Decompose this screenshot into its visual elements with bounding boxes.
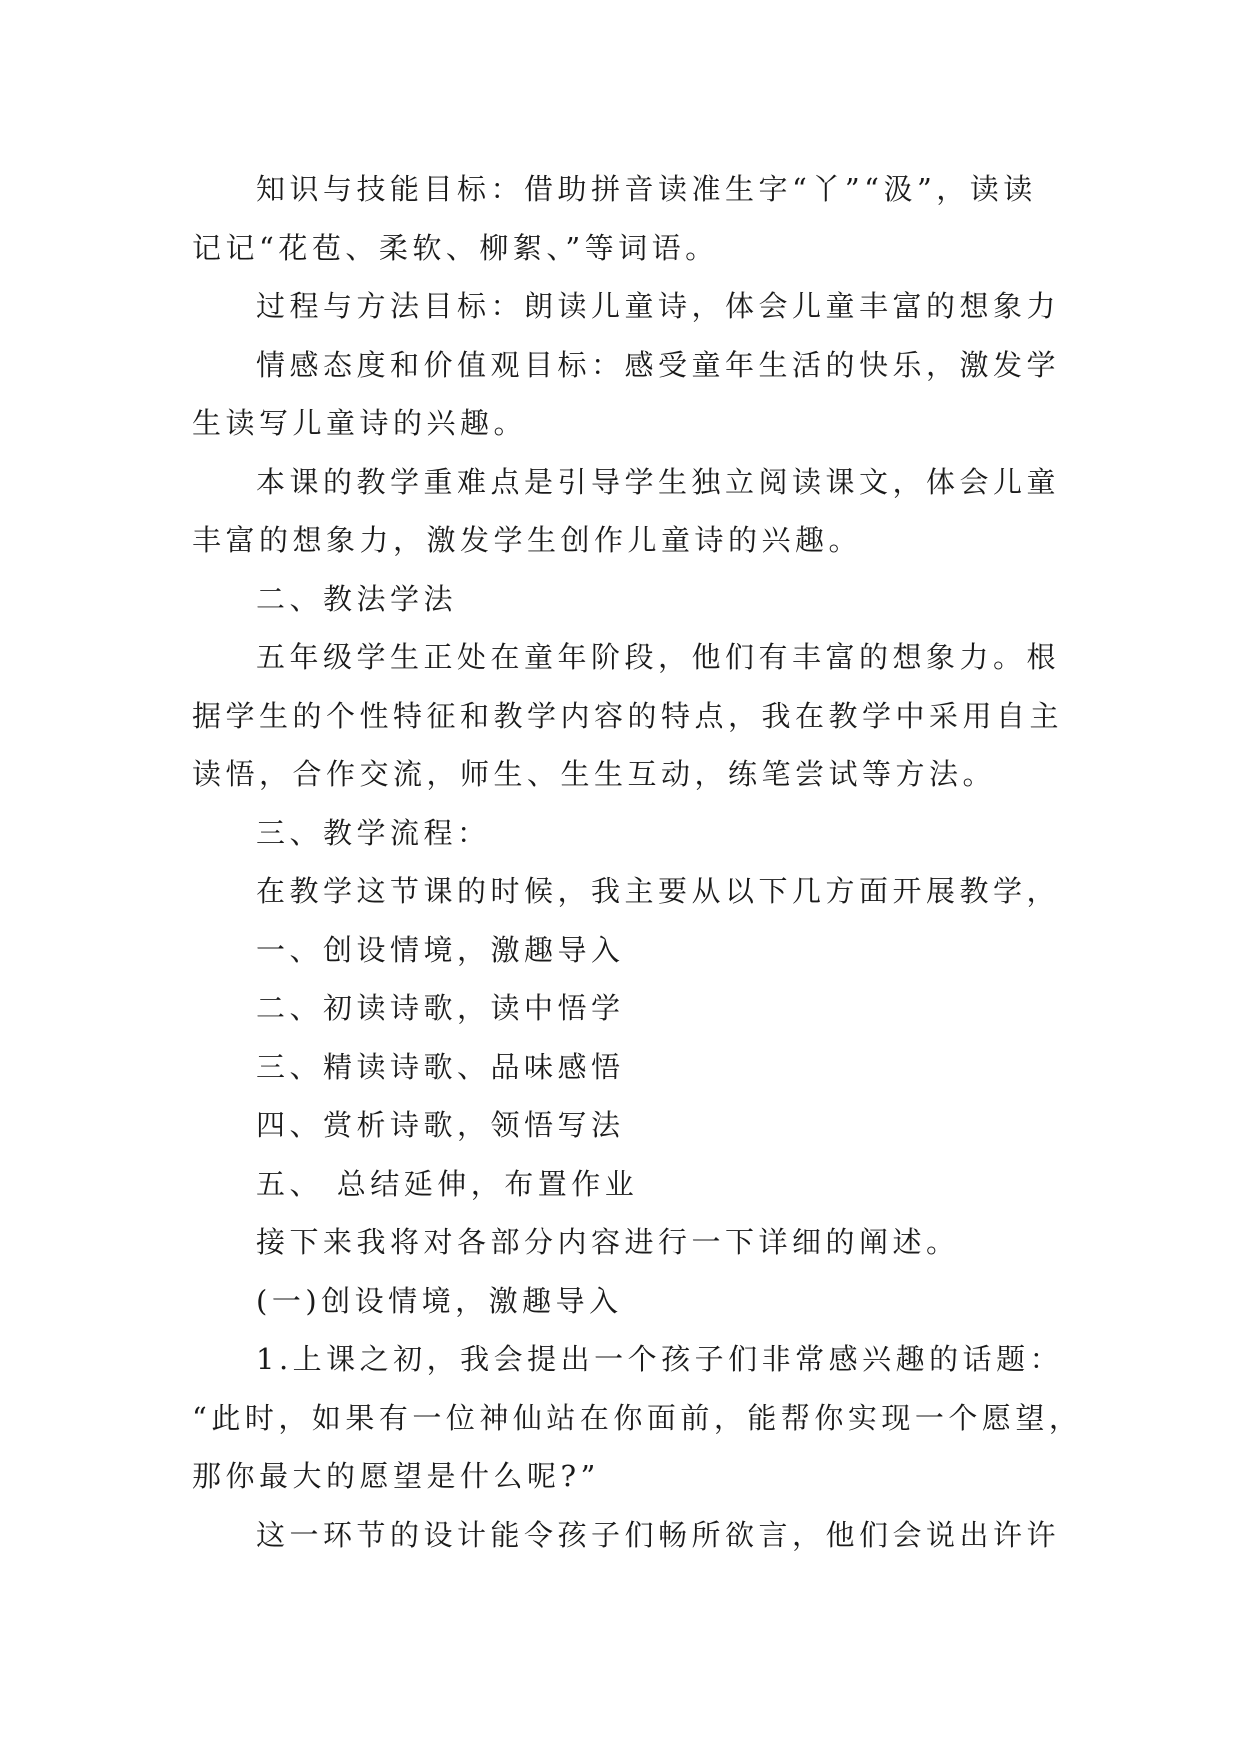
text-line: 三、教学流程： (256, 815, 491, 850)
text-line: 五年级学生正处在童年阶段，他们有丰富的想象力。根 (256, 640, 1061, 674)
text-line: 那你最大的愿望是什么呢?” (192, 1459, 600, 1493)
text-line: 这一环节的设计能令孩子们畅所欲言，他们会说出许许 (256, 1517, 1061, 1552)
text-line: (一)创设情境，激趣导入 (256, 1283, 623, 1318)
text-line: 知识与技能目标：借助拼音读准生字“丫”“汲”，读读 (256, 172, 1037, 206)
text-line: 二、教法学法 (256, 581, 458, 616)
text-line: 本课的教学重难点是引导学生独立阅读课文，体会儿童 (256, 464, 1061, 499)
text-line: 1.上课之初，我会提出一个孩子们非常感兴趣的话题： (256, 1342, 1064, 1376)
text-line: 接下来我将对各部分内容进行一下详细的阐述。 (256, 1225, 960, 1259)
text-line: 记记“花苞、柔软、柳絮、”等词语。 (192, 230, 719, 265)
text-line: 读悟，合作交流，师生、生生互动，练笔尝试等方法。 (192, 757, 997, 791)
text-line: 四、赏析诗歌，领悟写法 (256, 1108, 625, 1142)
text-line: 五、 总结延伸，布置作业 (256, 1166, 639, 1201)
text-line: 一、创设情境，激趣导入 (256, 932, 625, 967)
text-line: 生读写儿童诗的兴趣。 (192, 406, 528, 440)
text-line: 情感态度和价值观目标：感受童年生活的快乐，激发学 (256, 347, 1061, 382)
document-body (192, 160, 1083, 1564)
text-line: 在教学这节课的时候，我主要从以下几方面开展教学， (256, 874, 1061, 908)
text-line: 丰富的想象力，激发学生创作儿童诗的兴趣。 (192, 523, 863, 557)
text-line: 据学生的个性特征和教学内容的特点，我在教学中采用自主 (192, 698, 1064, 733)
text-line: 三、精读诗歌、品味感悟 (256, 1049, 625, 1084)
text-line: 二、初读诗歌，读中悟学 (256, 991, 625, 1025)
text-line: “此时，如果有一位神仙站在你面前，能帮你实现一个愿望， (192, 1400, 1083, 1435)
text-line: 过程与方法目标：朗读儿童诗，体会儿童丰富的想象力 (256, 289, 1061, 323)
